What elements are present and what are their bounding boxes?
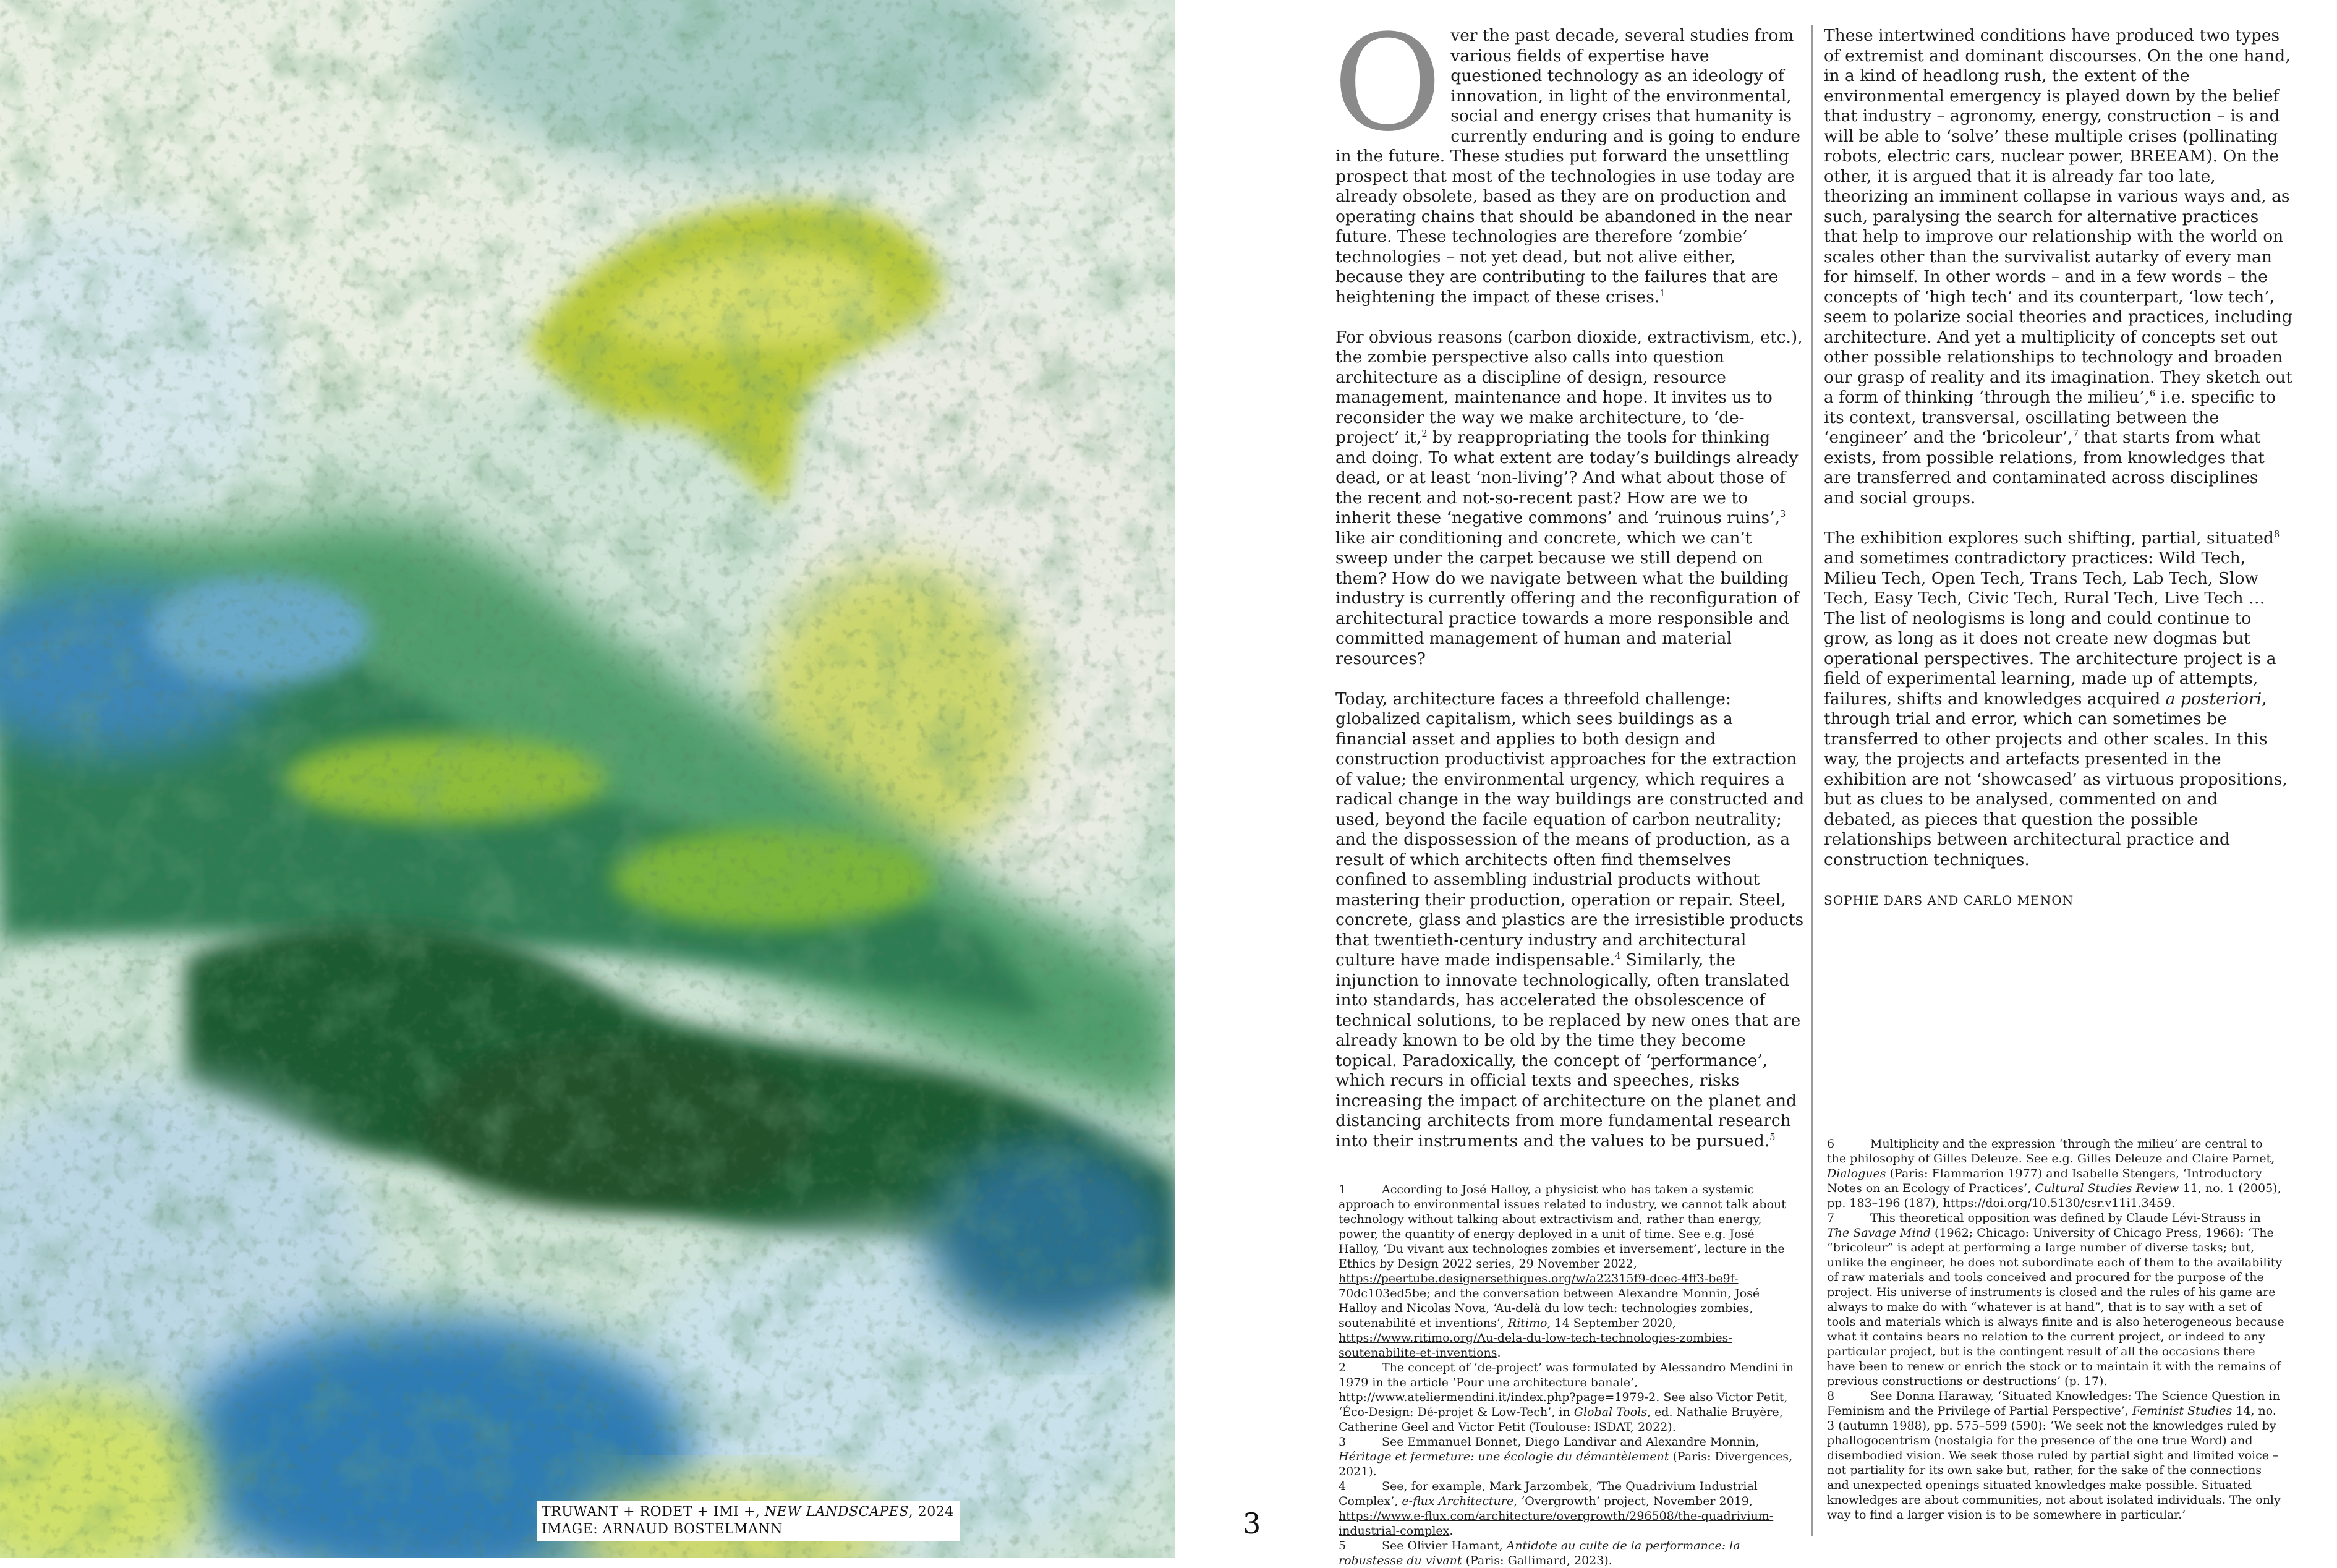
- footnote-text: According to José Halloy, a physicist who has taken a systemic approach to environmental issues related to industry, we cannot talk about technology without talking about extractivism and, rather than energy, power, the quantity of energy deployed in a unit of time. See e.g. José Halloy, ‘Du vivant aux technologies zombies et inversement’, lecture in the Ethics by Design 2022 series, 29 November 2022,: [1339, 1183, 1786, 1271]
- footnote-ref[interactable]: 1: [1659, 288, 1666, 299]
- footnote-number: 7: [1827, 1211, 1835, 1225]
- paragraph-3: [1335, 689, 1805, 1152]
- footnote-ref[interactable]: 8: [2273, 529, 2280, 540]
- footnote-number: 3: [1339, 1435, 1347, 1449]
- footnote-text: ; and the conversation between Alexandre Monnin, José Halloy and Nicolas Nova, ‘Au-delà du low tech: technologies zombies, soutenabilité et inventions’,: [1339, 1287, 1760, 1330]
- footnote-text: .: [2171, 1196, 2175, 1210]
- footnote-text: , ‘Overgrowth’ project, November 2019,: [1513, 1494, 1753, 1508]
- footnote-text: 11, no. 1 (2005), pp. 183–196 (187),: [1827, 1182, 2281, 1210]
- footnote-ref[interactable]: 6: [2149, 388, 2156, 399]
- caption-year: , 2024: [908, 1504, 954, 1520]
- footnote-ref[interactable]: 4: [1615, 951, 1621, 962]
- caption-image-credit: IMAGE: ARNAUD BOSTELMANN: [542, 1522, 783, 1537]
- footnote-link[interactable]: https://www.ritimo.org/Au-dela-du-low-tech-technologies-zombies-soutenabilite-et-inventions: [1339, 1331, 1732, 1360]
- footnote-text: , 14 September 2020,: [1547, 1316, 1676, 1330]
- footnote-number: 1: [1339, 1183, 1347, 1196]
- footnote-1: [1339, 1182, 1796, 1360]
- footnote-text: See Donna Haraway, ‘Situated Knowledges: The Science Question in Feminism and the Privilege of Partial Perspective’,: [1827, 1389, 2280, 1418]
- paragraph-text: Today, architecture faces a threefold challenge: globalized capitalism, which sees buildings as a financial asset and applies to both design and construction productivist approaches for the extraction of value; the environmental urgency, which requires a radical change in the way buildings are constructed and used, beyond the facile equation of carbon neutrality; and the dispossession of the means of production, as a result of which architects often find themselves confined to assembling industrial products without mastering their production, operation or repair. Steel, concrete, glass and plastics are the irresistible products that twentieth-century industry and architectural culture have made indispensable.: [1335, 689, 1805, 969]
- footnote-link[interactable]: https://doi.org/10.5130/csr.v11i1.3459: [1943, 1196, 2171, 1210]
- footnote-link[interactable]: https://www.e-flux.com/architecture/overgrowth/296508/the-quadrivium-industrial-complex: [1339, 1509, 1774, 1538]
- artwork-photo: [0, 0, 1175, 1558]
- footnote-ref[interactable]: 7: [2072, 428, 2079, 440]
- footnote-link[interactable]: http://www.ateliermendini.it/index.php?page=1979-2: [1339, 1391, 1656, 1404]
- article-column-right: [1824, 26, 2294, 910]
- paragraph-text: ver the past decade, several studies from various fields of expertise have questioned technology as an ideology of innovation, in light of the environmental, social and energy crises that humanity is currently enduring and is going to endure in the future. These studies put forward the unsettling prospect that most of the technologies in use today are already obsolete, based as they are on production and operating chains that should be abandoned in the near future. These technologies are therefore ‘zombie’ technologies – not yet dead, but not alive either, because they are contributing to the failures that are heightening the impact of these crises.: [1335, 26, 1800, 307]
- paragraph-text: The exhibition explores such shifting, partial, situated: [1824, 528, 2274, 548]
- footnote-number: 4: [1339, 1480, 1347, 1493]
- footnotes-left: [1339, 1182, 1796, 1568]
- paragraph-2: [1335, 328, 1805, 670]
- paragraph-text: These intertwined conditions have produced two types of extremist and dominant discourses. On the one hand, in a kind of headlong rush, the extent of the environmental emergency is played down by the belief that industry – agronomy, energy, construction – is and will be able to ‘solve’ these multiple crises (pollinating robots, electric cars, nuclear power, BREEAM). On the other, it is argued that it is already far too late, theorizing an imminent collapse in various ways and, as such, paralysing the search for alternative practices that help to improve our relationship with the world on scales other than the survivalist autarky of every man for himself. In other words – and in a few words – the concepts of ‘high tech’ and its counterpart, ‘low tech’, seem to polarize social theories and practices, including architecture. And yet a multiplicity of concepts set out other possible relationships to technology and broaden our grasp of reality and its imagination. They sketch out a form of thinking ‘through the milieu’,: [1824, 26, 2292, 407]
- footnote-5: [1339, 1538, 1796, 1568]
- paragraph-text: i.e. specific to its context, transversal, oscillating between the ‘engineer’ and the ‘bricoleur’,: [1824, 388, 2276, 447]
- footnote-text: , ed. Nathalie Bruyère, Catherine Geel and Victor Petit (Toulouse: ISDAT, 2022).: [1339, 1405, 1783, 1434]
- footnote-ref[interactable]: 2: [1421, 428, 1428, 440]
- footnote-italic: e-flux Architecture: [1402, 1494, 1514, 1508]
- paragraph-text: by reappropriating the tools for thinking and doing. To what extent are today’s buildings already dead, or at least ‘non-living’? And what about those of the recent and not-so-recent past? How are we to inherit these ‘negative commons’ and ‘ruinous ruins’,: [1335, 428, 1799, 527]
- footnote-text: This theoretical opposition was defined by Claude Lévi-Strauss in: [1870, 1211, 2261, 1225]
- footnote-text: See, for example, Mark Jarzombek, ‘The Quadrivium Industrial Complex’,: [1339, 1480, 1758, 1508]
- footnote-6: [1827, 1136, 2284, 1211]
- footnote-number: 5: [1339, 1539, 1347, 1553]
- footnote-text: Multiplicity and the expression ‘through the milieu’ are central to the philosophy of Gilles Deleuze. See e.g. Gilles Deleuze and Claire Parnet,: [1827, 1137, 2275, 1165]
- footnote-text: The concept of ‘de-project’ was formulated by Alessandro Mendini in 1979 in the article ‘Pour une architecture banale’,: [1339, 1361, 1794, 1389]
- paragraph-text: that starts from what exists, from possible relations, from knowledges that are transferred and contaminated across disciplines and social groups.: [1824, 428, 2265, 508]
- footnote-number: 2: [1339, 1361, 1347, 1374]
- footnote-7: [1827, 1211, 2284, 1389]
- paragraph-text: like air conditioning and concrete, which we can’t sweep under the carpet because we still depend on them? How do we navigate between what the building industry is currently offering and the reconfiguration of architectural practice towards a more responsible and committed management of human and material resources?: [1335, 528, 1799, 668]
- caption-artwork-title: NEW LANDSCAPES: [764, 1504, 909, 1520]
- footnote-ref[interactable]: 3: [1780, 509, 1786, 520]
- footnote-text: See Olivier Hamant,: [1382, 1539, 1507, 1553]
- paragraph-text: For obvious reasons (carbon dioxide, extractivism, etc.), the zombie perspective also calls into question architecture as a discipline of design, resource management, maintenance and hope. It invites us to reconsider the way we make architecture, to ‘de-project’ it,: [1335, 327, 1803, 447]
- paragraph-text: and sometimes contradictory practices: Wild Tech, Milieu Tech, Open Tech, Trans Tech, Lab Tech, Slow Tech, Easy Tech, Civic Tech, Rural Tech, Live Tech … The list of neologisms is long and could continue to grow, as long as it does not create new dogmas but operational perspectives. The architecture project is a field of experimental learning, made up of attempts, failures, shifts and knowledges acquired: [1824, 548, 2276, 709]
- footnote-text: . See also Victor Petit, ‘Éco-Design: Dé-projet & Low-Tech’, in: [1339, 1391, 1788, 1419]
- footnote-ref[interactable]: 5: [1769, 1131, 1776, 1143]
- footnote-text: (Paris: Divergences, 2021).: [1339, 1450, 1793, 1478]
- page-number: 3: [1243, 1507, 1261, 1540]
- footnotes-right: [1827, 1136, 2284, 1522]
- author-signature: SOPHIE DARS AND CARLO MENON: [1824, 892, 2074, 908]
- footnote-text: (1962; Chicago: University of Chicago Press, 1966): ‘The “bricoleur” is adept at performing a large number of diverse tasks; but, unlike the engineer, he does not subordinate each of them to the availability of raw materials and tools conceived and procured for the purpose of the project. His universe of instruments is closed and the rules of his game are always to make do with “whatever is at hand”, that is to say with a set of tools and materials which is always finite and is also heterogeneous because what it contains bears no relation to the current project, or indeed to any particular project, but is the contingent result of all the occasions there have been to renew or enrich the stock or to maintain it with the remains of previous constructions or destructions’ (p. 17).: [1827, 1226, 2284, 1388]
- footnote-italic: Antidote au culte de la performance: la robustesse du vivant: [1339, 1539, 1740, 1567]
- footnote-italic: Global Tools: [1573, 1405, 1647, 1419]
- footnote-4: [1339, 1479, 1796, 1538]
- footnote-text: See Emmanuel Bonnet, Diego Landivar and Alexandre Monnin,: [1382, 1435, 1760, 1449]
- footnote-italic: Ritimo: [1507, 1316, 1547, 1330]
- caption-credit: TRUWANT + RODET + IMI +,: [542, 1504, 765, 1520]
- image-caption: [537, 1501, 960, 1541]
- footnote-italic: The Savage Mind: [1827, 1226, 1931, 1240]
- footnote-italic: Héritage et fermeture: une écologie du démantèlement: [1339, 1450, 1669, 1464]
- drop-cap: O: [1333, 6, 1442, 161]
- article-column-left: [1333, 6, 1805, 1172]
- footnote-italic: Dialogues: [1827, 1167, 1886, 1180]
- column-divider: [1811, 25, 1813, 1536]
- footnote-italic: Cultural Studies Review: [2035, 1182, 2179, 1195]
- footnote-text: (Paris: Gallimard, 2023).: [1462, 1554, 1612, 1567]
- paragraph-1: [1333, 6, 1805, 307]
- footnote-italic: Feminist Studies: [2132, 1404, 2233, 1418]
- footnote-text: 14, no. 3 (autumn 1988), pp. 575–599 (590): ‘We seek not the knowledges ruled by phallogocentrism (nostalgia for the presence of the one true Word) and disembodied vision. We seek those ruled by partial sight and limited voice – not partiality for its own sake but, rather, for the sake of the connections and unexpected openings situated knowledges make possible. Situated knowledges are about communities, not about isolated individuals. The only way to find a larger vision is to be somewhere in particular.’: [1827, 1404, 2281, 1522]
- footnote-2: [1339, 1360, 1796, 1434]
- paragraph-italic: a posteriori: [2165, 689, 2262, 709]
- footnote-text: (Paris: Flammarion 1977) and Isabelle Stengers, ‘Introductory Notes on an Ecology of Practices’,: [1827, 1167, 2262, 1195]
- footnote-link[interactable]: https://peertube.designersethiques.org/w/a22315f9-dcec-4ff3-be9f-70dc103ed5be: [1339, 1272, 1739, 1300]
- footnote-text: .: [1497, 1346, 1501, 1360]
- paragraph-4: [1824, 26, 2294, 508]
- paragraph-text: , through trial and error, which can sometimes be transferred to other projects and other scales. In this way, the projects and artefacts presented in the exhibition are not ‘showcased’ as virtuous propositions, but as clues to be analysed, commented on and debated, as pieces that question the possible relationships between architectural practice and construction techniques.: [1824, 689, 2288, 869]
- footnote-8: [1827, 1389, 2284, 1522]
- paragraph-text: Similarly, the injunction to innovate technologically, often translated into standards, has accelerated the obsolescence of technical solutions, to be replaced by new ones that are already known to be old by the time they become topical. Paradoxically, the concept of ‘performance’, which recurs in official texts and speeches, risks increasing the impact of architecture on the planet and distancing architects from more fundamental research into their instruments and the values to be pursued.: [1335, 950, 1801, 1151]
- footnote-text: .: [1449, 1524, 1454, 1538]
- footnote-3: [1339, 1434, 1796, 1479]
- paragraph-5: [1824, 529, 2294, 871]
- footnote-number: 6: [1827, 1137, 1835, 1151]
- footnote-number: 8: [1827, 1389, 1835, 1403]
